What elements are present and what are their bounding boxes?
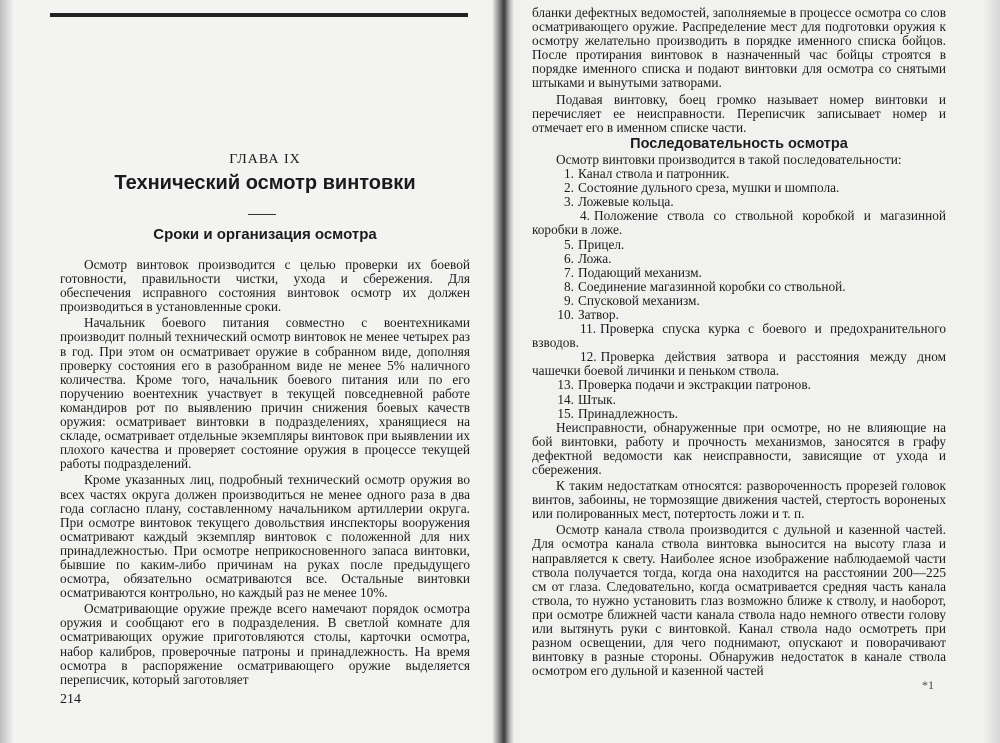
paragraph: Кроме указанных лиц, подробный технический осмотр оружия во всех частях округа должен производиться не менее одного раза в два года согласно плану, составленному начальником артиллерии округа. При осмотре винтовок текущего довольствия инспекторы вооружения осматривают каждый экземпляр винтовок с положенной для них принадлежностью. При осмотре неприкосновенного запаса винтовки, бывшие по каким-либо причинам на руках после предыдущего осмотра, обязательно осматриваются все. Остальные винтовки осматриваются контрольно, но каждый раз не менее 10%.: [60, 472, 470, 601]
section-title: Сроки и организация осмотра: [153, 226, 377, 243]
top-rule: [50, 13, 468, 17]
page-number: 214: [60, 692, 81, 707]
list-item: 10. Затвор.: [557, 306, 619, 322]
paragraph: К таким недостаткам относятся: развороченность прорезей головок винтов, забоины, не тормозящие движения частей, стертость вороненых или полированных мест, потертость ложи и т. п.: [532, 478, 946, 522]
paragraph: Осматривающие оружие прежде всего намечают порядок осмотра оружия и сообщают его в подразделения. В светлой комнате для осматривающих оружие приготовляются столы, карточки осмотра, набор калибров, проверочные патроны и принадлежность. На время осмотра в распоряжение осматривающего оружие выделяется переписчик, который заготовляет: [60, 601, 470, 687]
paragraph: Осмотр винтовок производится с целью проверки их боевой готовности, правильности чистки, ухода и сбережения. Для обеспечения исправного состояния винтовок осмотр их должен производиться в установленные сроки.: [60, 257, 470, 315]
list-item: 7. Подающий механизм.: [564, 264, 702, 280]
paragraph: Осмотр канала ствола производится с дульной и казенной частей. Для осмотра канала ствола винтовка выносится на высоту глаза и направляется к свету. Наиболее ясное изображение наблюдаемой части ствола получается тогда, когда она находится на расстоянии 200—225 см от глаза. Следовательно, когда осматривается средняя часть канала ствола, то нужно установить глаз возможно ближе к стволу, и наоборот, при осмотре ближней части канала ствола надо немного отвести голову или вытянуть руки с винтовкой. Канал ствола надо осмотреть при разном освещении, для чего поднимают, опускают и поворачивают винтовку в разные стороны. Обнаружив недостаток в канале ствола осмотром его дульной и казенной частей: [532, 522, 946, 679]
list-item: 13. Проверка подачи и экстракции патронов.: [557, 377, 811, 393]
footer-mark: *1: [922, 678, 934, 692]
list-item: 11. Проверка спуска курка с боевого и предохранительного взводов.: [532, 321, 946, 351]
list-item: 4. Положение ствола со ствольной коробкой и магазинной коробки в ложе.: [532, 208, 946, 238]
title-divider: [248, 214, 276, 215]
list-item: 15. Принадлежность.: [557, 405, 679, 421]
section-title: Последовательность осмотра: [630, 135, 848, 152]
book-gutter: [492, 0, 514, 743]
left-body: [60, 258, 470, 687]
chapter-label: ГЛАВА IX: [229, 152, 301, 167]
list-item: 8. Соединение магазинной коробки со ствольной.: [564, 278, 846, 294]
list-item: 5. Прицел.: [564, 236, 625, 252]
page-edge-shadow: [0, 0, 14, 743]
paragraph: Неисправности, обнаруженные при осмотре, но не влияющие на бой винтовки, работу и прочность механизмов, заносятся в графу дефектной ведомости как неисправности, зависящие от ухода и сбережения.: [532, 419, 946, 477]
paragraph: Подавая винтовку, боец громко называет номер винтовки и перечисляет ее неисправности. Переписчик записывает номер и отмечает его в именном списке части.: [532, 91, 946, 135]
paragraph: Начальник боевого питания совместно с воентехниками производит полный технический осмотр винтовок не менее четырех раз в год. При этом он осматривает оружие в собранном виде, дополняя проверку состояния его в разобранном виде не менее 5% наличного количества. Кроме того, начальник боевого питания или по его поручению воентехник участвует в текущей повседневной работе командиров рот по выявлению причин снижения боевых качеств оружия: осматривает винтовки в подразделениях, хранящиеся на складе, осматривает отдельные экземпляры винтовок при выявлении их плохого качества и проверяет состояние оружия в процессе текущей работы подразделений.: [60, 315, 470, 472]
sequence-intro: Осмотр винтовки производится в такой последовательности:: [556, 151, 902, 167]
page-edge-shadow: [984, 0, 1000, 743]
list-item: 9. Спусковой механизм.: [564, 292, 700, 308]
chapter-title: Технический осмотр винтовки: [114, 172, 416, 194]
list-item: 2. Состояние дульного среза, мушки и шомпола.: [564, 180, 840, 196]
list-item: 6. Ложа.: [564, 250, 612, 266]
list-item: 3. Ложевые кольца.: [564, 194, 674, 210]
list-item: 1. Канал ствола и патронник.: [564, 166, 730, 182]
right-body: [532, 6, 946, 678]
paragraph: бланки дефектных ведомостей, заполняемые в процессе осмотра со слов осматривающего оружие. Распределение мест для подготовки оружия к осмотру желательно производить в порядке именного списка бойцов. После протирания винтовок в назначенный час бойцы строятся в порядке именного списка и подают винтовки для осмотра со снятыми штыками и вынутыми затворами.: [532, 5, 946, 91]
list-item: 14. Штык.: [557, 391, 616, 407]
inspection-sequence: [532, 167, 946, 421]
list-item: 12. Проверка действия затвора и расстояния между дном чашечки боевой личинки и пеньком ствола.: [532, 349, 946, 379]
